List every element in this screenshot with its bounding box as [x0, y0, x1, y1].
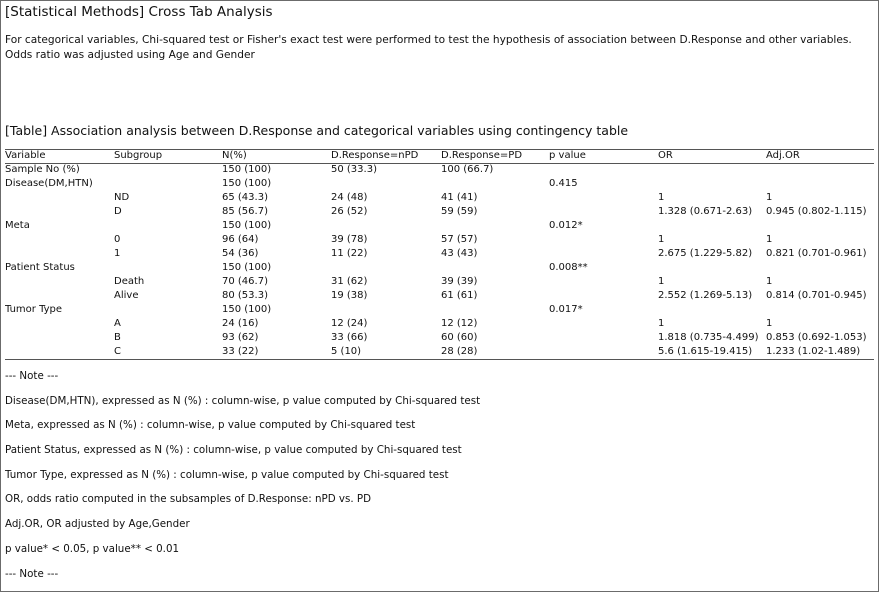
- table-cell: 33 (66): [331, 332, 368, 343]
- table-cell: 59 (59): [441, 206, 478, 217]
- table-cell: [5, 345, 114, 359]
- table-cell: 150 (100): [222, 262, 272, 273]
- table-row: [5, 275, 874, 289]
- table-cell: [549, 191, 658, 205]
- table-cell: 57 (57): [441, 234, 478, 245]
- table-cell: C: [114, 346, 121, 357]
- table-cell: 1: [658, 192, 665, 203]
- table-cell: 19 (38): [331, 290, 368, 301]
- table-cell: [658, 261, 766, 275]
- table-cell: 2.552 (1.269-5.13): [658, 290, 753, 301]
- table-cell: [549, 289, 658, 303]
- note-line: --- Note ---: [5, 567, 59, 580]
- table-cell: ND: [114, 192, 130, 203]
- note-line: Disease(DM,HTN), expressed as N (%) : column-wise, p value computed by Chi-squared test: [5, 394, 481, 407]
- table-row: [5, 345, 874, 359]
- table-cell: [5, 191, 114, 205]
- table-cell: 28 (28): [441, 346, 478, 357]
- table-cell: [549, 345, 658, 359]
- table-cell: 1: [766, 192, 773, 203]
- table-cell: 85 (56.7): [222, 206, 268, 217]
- table-cell: [766, 261, 874, 275]
- table-row: [5, 261, 874, 275]
- notes-section: [5, 364, 480, 586]
- table-cell: 1.818 (0.735-4.499): [658, 332, 759, 343]
- note-line: Patient Status, expressed as N (%) : column-wise, p value computed by Chi-squared test: [5, 444, 462, 457]
- column-header: Subgroup: [114, 150, 163, 161]
- table-cell: 0.008**: [549, 262, 588, 273]
- table-cell: [441, 219, 549, 233]
- table-cell: 1: [114, 248, 121, 259]
- table-cell: Tumor Type: [5, 304, 63, 315]
- table-cell: 150 (100): [222, 164, 272, 175]
- table-cell: [766, 177, 874, 191]
- table-cell: 50 (33.3): [331, 164, 377, 175]
- table-cell: 0.814 (0.701-0.945): [766, 290, 867, 301]
- contingency-table: [5, 149, 874, 359]
- table-cell: [5, 331, 114, 345]
- table-cell: [114, 219, 222, 233]
- table-cell: 1: [766, 276, 773, 287]
- table-cell: 5 (10): [331, 346, 362, 357]
- table-cell: [5, 275, 114, 289]
- column-header: N(%): [222, 150, 247, 161]
- table-cell: 12 (12): [441, 318, 478, 329]
- table-cell: 0: [114, 234, 121, 245]
- table-cell: 0.853 (0.692-1.053): [766, 332, 867, 343]
- table-cell: [331, 177, 441, 191]
- table-cell: 0.821 (0.701-0.961): [766, 248, 867, 259]
- table-row: [5, 317, 874, 331]
- table-cell: 0.415: [549, 178, 578, 189]
- table-cell: D: [114, 206, 122, 217]
- table-cell: 31 (62): [331, 276, 368, 287]
- table-row: [5, 177, 874, 191]
- table-cell: 60 (60): [441, 332, 478, 343]
- table-cell: 150 (100): [222, 178, 272, 189]
- table-cell: 43 (43): [441, 248, 478, 259]
- table-cell: 26 (52): [331, 206, 368, 217]
- table-cell: 39 (39): [441, 276, 478, 287]
- table-cell: B: [114, 332, 121, 343]
- table-row: [5, 163, 874, 177]
- table-cell: 1: [658, 234, 665, 245]
- table-cell: 41 (41): [441, 192, 478, 203]
- note-line: --- Note ---: [5, 370, 59, 382]
- table-cell: [549, 317, 658, 331]
- table-cell: 2.675 (1.229-5.82): [658, 248, 753, 259]
- table-cell: [766, 163, 874, 177]
- table-cell: [441, 261, 549, 275]
- table-cell: [114, 163, 222, 177]
- table-cell: 1: [658, 276, 665, 287]
- table-cell: Meta: [5, 220, 30, 231]
- table-cell: [5, 205, 114, 219]
- table-cell: [658, 219, 766, 233]
- table-cell: [5, 317, 114, 331]
- table-cell: [441, 177, 549, 191]
- column-header: Adj.OR: [766, 150, 800, 161]
- table-cell: [114, 303, 222, 317]
- table-cell: 54 (36): [222, 248, 259, 259]
- table-cell: 5.6 (1.615-19.415): [658, 346, 753, 357]
- table-cell: 39 (78): [331, 234, 368, 245]
- table-row: [5, 331, 874, 345]
- table-cell: 1.233 (1.02-1.489): [766, 346, 861, 357]
- table-cell: [766, 219, 874, 233]
- table-cell: [114, 261, 222, 275]
- table-cell: [5, 247, 114, 261]
- table-cell: [5, 289, 114, 303]
- table-cell: 1.328 (0.671-2.63): [658, 206, 753, 217]
- table-cell: 150 (100): [222, 220, 272, 231]
- table-cell: [658, 303, 766, 317]
- table-cell: 100 (66.7): [441, 164, 494, 175]
- column-header: p value: [549, 150, 586, 161]
- report-title: [Statistical Methods] Cross Tab Analysis: [5, 4, 273, 20]
- table-cell: [549, 205, 658, 219]
- column-header: Variable: [5, 150, 46, 161]
- note-line: Meta, expressed as N (%) : column-wise, p value computed by Chi-squared test: [5, 419, 416, 432]
- table-cell: 12 (24): [331, 318, 368, 329]
- table-cell: Patient Status: [5, 262, 75, 273]
- table-cell: 61 (61): [441, 290, 478, 301]
- table-cell: [549, 275, 658, 289]
- table-cell: 70 (46.7): [222, 276, 268, 287]
- table-cell: 1: [766, 234, 773, 245]
- table-bottom-rule: [5, 359, 874, 360]
- table-cell: 0.012*: [549, 220, 583, 231]
- table-cell: 24 (48): [331, 192, 368, 203]
- table-cell: 150 (100): [222, 304, 272, 315]
- table-cell: 1: [766, 318, 773, 329]
- table-cell: [549, 233, 658, 247]
- table-cell: 24 (16): [222, 318, 259, 329]
- table-title: [Table] Association analysis between D.Response and categorical variables using contingency table: [5, 123, 629, 138]
- table-row: [5, 205, 874, 219]
- table-cell: [658, 177, 766, 191]
- note-line: Tumor Type, expressed as N (%) : column-wise, p value computed by Chi-squared test: [5, 468, 449, 481]
- table-cell: [658, 163, 766, 177]
- table-cell: 80 (53.3): [222, 290, 268, 301]
- table-cell: [331, 303, 441, 317]
- table-cell: 65 (43.3): [222, 192, 268, 203]
- table-cell: 0.945 (0.802-1.115): [766, 206, 867, 217]
- table-cell: [549, 163, 658, 177]
- table-cell: Alive: [114, 290, 139, 301]
- table-cell: 11 (22): [331, 248, 368, 259]
- table-row: [5, 247, 874, 261]
- table-cell: [5, 233, 114, 247]
- column-header: D.Response=nPD: [331, 150, 419, 161]
- table-row: [5, 289, 874, 303]
- table-cell: 33 (22): [222, 346, 259, 357]
- table-cell: [549, 331, 658, 345]
- table-cell: Death: [114, 276, 145, 287]
- column-header: OR: [658, 150, 673, 161]
- table-cell: [331, 261, 441, 275]
- table-row: [5, 191, 874, 205]
- column-header: D.Response=PD: [441, 150, 523, 161]
- table-row: [5, 233, 874, 247]
- table-cell: [549, 247, 658, 261]
- table-cell: [331, 219, 441, 233]
- table-cell: [441, 303, 549, 317]
- table-cell: 1: [658, 318, 665, 329]
- table-cell: Sample No (%): [5, 164, 80, 175]
- note-line: p value* < 0.05, p value** < 0.01: [5, 542, 180, 555]
- table-row: [5, 303, 874, 317]
- table-header-row: [5, 149, 874, 163]
- table-cell: 96 (64): [222, 234, 259, 245]
- table-cell: [766, 303, 874, 317]
- table-cell: A: [114, 318, 121, 329]
- note-line: OR, odds ratio computed in the subsamples of D.Response: nPD vs. PD: [5, 493, 372, 506]
- table-row: [5, 219, 874, 233]
- method-description: For categorical variables, Chi-squared test or Fisher's exact test were performed to test the hypothesis of association between D.Response and other variables. Odds ratio was adjusted using Age and Gender: [5, 34, 852, 61]
- table-cell: [114, 177, 222, 191]
- note-line: Adj.OR, OR adjusted by Age,Gender: [5, 518, 190, 531]
- table-cell: 93 (62): [222, 332, 259, 343]
- table-cell: 0.017*: [549, 304, 583, 315]
- table-cell: Disease(DM,HTN): [5, 178, 93, 189]
